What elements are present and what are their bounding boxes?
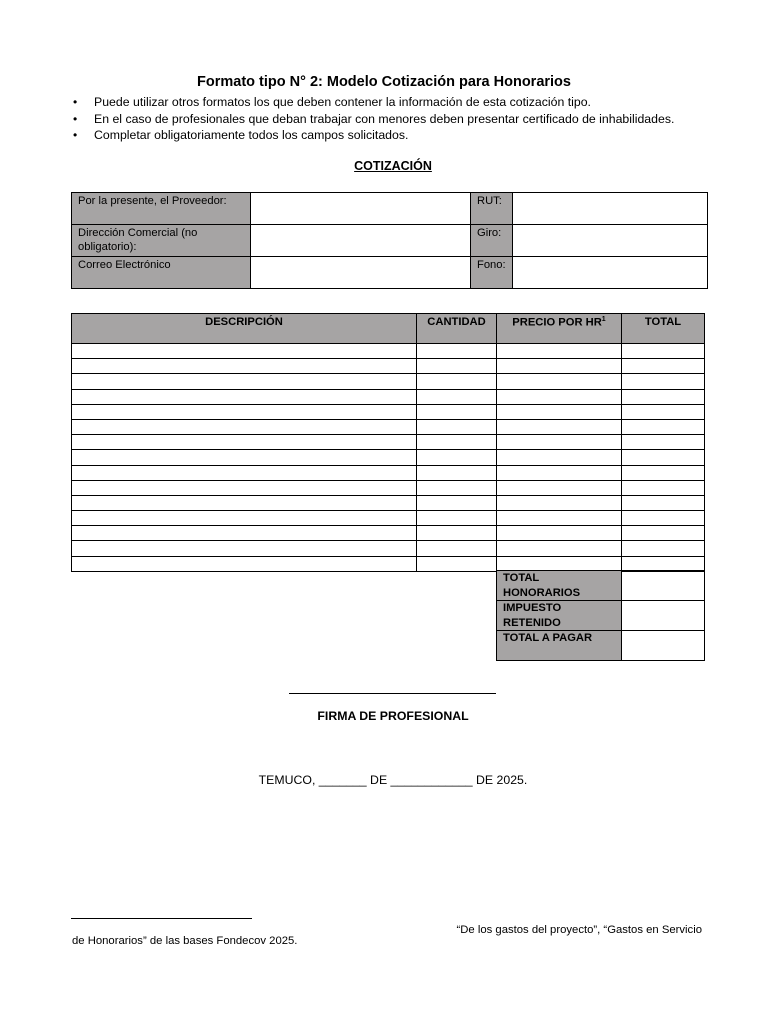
header-price-label: PRECIO POR HR <box>512 316 602 329</box>
total-cell[interactable] <box>622 541 705 556</box>
price-cell[interactable] <box>497 495 622 510</box>
quantity-cell[interactable] <box>417 495 497 510</box>
description-cell[interactable] <box>72 419 417 434</box>
signature-line <box>289 693 496 694</box>
phone-label: Fono: <box>471 257 513 289</box>
provider-table <box>71 192 708 289</box>
total-a-pagar-label: TOTAL A PAGAR <box>497 631 622 661</box>
total-cell[interactable] <box>622 374 705 389</box>
total-cell[interactable] <box>622 435 705 450</box>
total-honorarios-label: TOTAL HONORARIOS <box>497 571 622 601</box>
email-label: Correo Electrónico <box>72 257 251 289</box>
quantity-cell[interactable] <box>417 435 497 450</box>
price-cell[interactable] <box>497 511 622 526</box>
phone-field[interactable] <box>513 257 708 289</box>
rut-field[interactable] <box>513 193 708 225</box>
total-cell[interactable] <box>622 465 705 480</box>
price-cell[interactable] <box>497 344 622 359</box>
description-cell[interactable] <box>72 374 417 389</box>
description-cell[interactable] <box>72 526 417 541</box>
signature-label: FIRMA DE PROFESIONAL <box>317 709 469 723</box>
table-row <box>72 359 705 374</box>
header-quantity: CANTIDAD <box>417 314 497 344</box>
table-row <box>72 419 705 434</box>
instruction-item: • Completar obligatoriamente todos los campos solicitados. <box>72 127 722 144</box>
table-row <box>72 404 705 419</box>
table-row <box>72 374 705 389</box>
impuesto-retenido-field[interactable] <box>622 601 705 631</box>
date-line: TEMUCO, _______ DE ____________ DE 2025. <box>258 773 528 787</box>
quantity-cell[interactable] <box>417 465 497 480</box>
address-field[interactable] <box>251 225 471 257</box>
quantity-cell[interactable] <box>417 404 497 419</box>
description-cell[interactable] <box>72 450 417 465</box>
table-row <box>72 480 705 495</box>
email-field[interactable] <box>251 257 471 289</box>
total-cell[interactable] <box>622 526 705 541</box>
description-cell[interactable] <box>72 480 417 495</box>
item-rows <box>72 344 705 572</box>
price-cell[interactable] <box>497 435 622 450</box>
price-cell[interactable] <box>497 465 622 480</box>
instructions-list <box>72 94 722 144</box>
description-cell[interactable] <box>72 495 417 510</box>
table-row <box>72 526 705 541</box>
price-cell[interactable] <box>497 404 622 419</box>
table-row <box>72 344 705 359</box>
giro-field[interactable] <box>513 225 708 257</box>
price-cell[interactable] <box>497 480 622 495</box>
total-cell[interactable] <box>622 404 705 419</box>
quantity-cell[interactable] <box>417 556 497 571</box>
rut-label: RUT: <box>471 193 513 225</box>
total-cell[interactable] <box>622 419 705 434</box>
total-honorarios-field[interactable] <box>622 571 705 601</box>
footnote-marker: 1 <box>601 316 606 323</box>
instruction-item: • En el caso de profesionales que deban trabajar con menores deben presentar certificado de inhabilidades. <box>72 111 722 128</box>
total-cell[interactable] <box>622 495 705 510</box>
footnote-text-line2: de Honorarios” de las bases Fondecov 2025. <box>72 935 298 947</box>
header-price-per-hour <box>497 314 622 344</box>
description-cell[interactable] <box>72 556 417 571</box>
description-cell[interactable] <box>72 404 417 419</box>
price-cell[interactable] <box>497 419 622 434</box>
table-row <box>72 435 705 450</box>
quantity-cell[interactable] <box>417 511 497 526</box>
description-cell[interactable] <box>72 359 417 374</box>
quantity-cell[interactable] <box>417 450 497 465</box>
price-cell[interactable] <box>497 541 622 556</box>
total-cell[interactable] <box>622 450 705 465</box>
header-total: TOTAL <box>622 314 705 344</box>
price-cell[interactable] <box>497 450 622 465</box>
quantity-cell[interactable] <box>417 374 497 389</box>
table-row <box>72 465 705 480</box>
description-cell[interactable] <box>72 511 417 526</box>
table-row <box>72 495 705 510</box>
provider-label: Por la presente, el Proveedor: <box>72 193 251 225</box>
total-cell[interactable] <box>622 389 705 404</box>
total-cell[interactable] <box>622 480 705 495</box>
quantity-cell[interactable] <box>417 389 497 404</box>
address-label: Dirección Comercial (no obligatorio): <box>72 225 251 257</box>
description-cell[interactable] <box>72 465 417 480</box>
provider-field[interactable] <box>251 193 471 225</box>
price-cell[interactable] <box>497 526 622 541</box>
table-row <box>72 450 705 465</box>
section-title: COTIZACIÓN <box>354 159 432 173</box>
instruction-item: • Puede utilizar otros formatos los que deben contener la información de esta cotización tipo. <box>72 94 722 111</box>
table-row <box>72 389 705 404</box>
description-cell[interactable] <box>72 389 417 404</box>
price-cell[interactable] <box>497 389 622 404</box>
quantity-cell[interactable] <box>417 419 497 434</box>
quantity-cell[interactable] <box>417 344 497 359</box>
total-cell[interactable] <box>622 511 705 526</box>
description-cell[interactable] <box>72 541 417 556</box>
quantity-cell[interactable] <box>417 526 497 541</box>
table-row <box>72 511 705 526</box>
total-a-pagar-field[interactable] <box>622 631 705 661</box>
table-row <box>72 541 705 556</box>
totals-table <box>496 570 705 661</box>
footnote-divider <box>71 918 252 919</box>
price-cell[interactable] <box>497 374 622 389</box>
quantity-cell[interactable] <box>417 359 497 374</box>
quantity-cell[interactable] <box>417 480 497 495</box>
page-title: Formato tipo N° 2: Modelo Cotización para Honorarios <box>197 74 571 90</box>
total-cell[interactable] <box>622 344 705 359</box>
total-cell[interactable] <box>622 359 705 374</box>
header-description: DESCRIPCIÓN <box>72 314 417 344</box>
description-cell[interactable] <box>72 435 417 450</box>
footnote-text-line1: “De los gastos del proyecto”, “Gastos en Servicio <box>456 924 702 936</box>
description-cell[interactable] <box>72 344 417 359</box>
price-cell[interactable] <box>497 359 622 374</box>
impuesto-retenido-label: IMPUESTO RETENIDO <box>497 601 622 631</box>
quantity-cell[interactable] <box>417 541 497 556</box>
items-table <box>71 313 705 572</box>
giro-label: Giro: <box>471 225 513 257</box>
